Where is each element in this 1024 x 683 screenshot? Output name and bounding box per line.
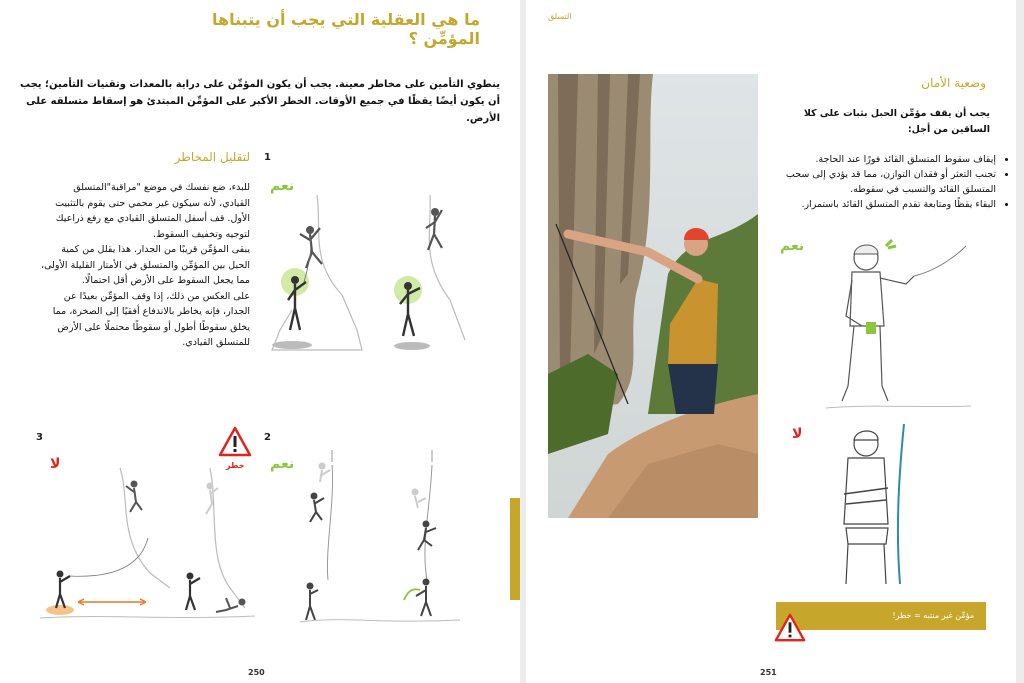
section-lead: يجب أن يقف مؤمِّن الحبل بثبات على كلا الساقين من أجل: xyxy=(803,108,990,135)
section-1-body xyxy=(40,180,250,351)
section-1-number: 1 xyxy=(264,152,271,163)
section-2-number: 2 xyxy=(264,432,271,443)
warning-banner: مؤمِّن غير منتبه = خطر! xyxy=(776,602,986,630)
no-label: لا xyxy=(50,456,61,472)
belayer-far-from-wall-illustration xyxy=(30,458,260,633)
list-item: • البقاء يقظًا ومتابعة تقدم المتسلق القائد باستمرار. xyxy=(782,197,996,212)
page-title: ما هي العقلية التي يجب أن يتبناها المؤمِّن ؟ xyxy=(212,10,480,48)
belayer-close-illustration xyxy=(262,190,372,355)
list-item: • تجنب التعثر أو فقدان التوازن، مما قد يؤدي إلى سحب المتسلق القائد والتسبب في سقوطه. xyxy=(782,167,996,197)
chapter-tag: التسلق xyxy=(548,12,572,21)
page-number: 251 xyxy=(760,668,777,677)
section-3-number: 3 xyxy=(36,432,43,443)
yes-label: نعم xyxy=(780,238,805,254)
list-item: • إيقاف سقوط المتسلق القائد فورًا عند الحاجة. xyxy=(782,152,996,167)
inattentive-belayer-illustration xyxy=(826,424,936,589)
section-1-paragraph: يبقى المؤمِّن قريبًا من الجدار. هذا يقلل من كمية الحبل بين المؤمِّن والمتسلق في الأمتار القليلة الأولى، مما يجعل السقوط على الأرض أقل احتمالًا. xyxy=(41,244,250,286)
page-number: 250 xyxy=(248,668,265,677)
section-heading: وضعية الأمان xyxy=(921,76,986,90)
section-1-heading: لتقليل المخاطر xyxy=(174,150,250,164)
decorative-bar xyxy=(510,498,520,600)
danger-icon xyxy=(218,426,252,458)
climber-photo xyxy=(548,74,758,518)
attentive-belayer-illustration xyxy=(806,236,976,416)
safety-list xyxy=(782,152,1010,212)
yes-label: نعم xyxy=(270,178,295,194)
yes-label: نعم xyxy=(270,456,295,472)
climber-photo-image xyxy=(548,74,758,518)
no-label: لا xyxy=(792,426,803,442)
fall-sequence-illustration xyxy=(280,440,470,630)
warning-icon xyxy=(774,612,806,644)
intro-paragraph: ينطوي التأمين على مخاطر معينة. يجب أن يكون المؤمِّن على دراية بالمعدات وتقنيات التأمين؛ يجب أن يكون أيضًا يقظًا في جميع الأوقات. الخطر الأكبر على المؤمِّن المبتدئ هو إسقاط متسلقه على الأرض. xyxy=(20,79,500,124)
belayer-spotting-illustration xyxy=(380,190,475,355)
danger-label: خطر xyxy=(226,461,245,470)
section-1-paragraph: على العكس من ذلك، إذا وقف المؤمِّن بعيدًا عن الجدار، فإنه يخاطر بالاندفاع أفقيًا إلى الصخرة، مما يخلق سقوطًا أطول أو سقوطًا محتملًا على الأرض للمتسلق القيادي. xyxy=(52,290,250,348)
right-page xyxy=(526,0,1016,683)
section-1-paragraph: للبدء، ضع نفسك في موضع "مراقبة"المتسلق القيادي، لأنه سيكون غير محمي حتى يقوم بالتثبيت الأول. قف أسفل المتسلق القيادي مع رفع ذراعيك لتوجيه وتخفيف السقوط. xyxy=(55,182,250,240)
